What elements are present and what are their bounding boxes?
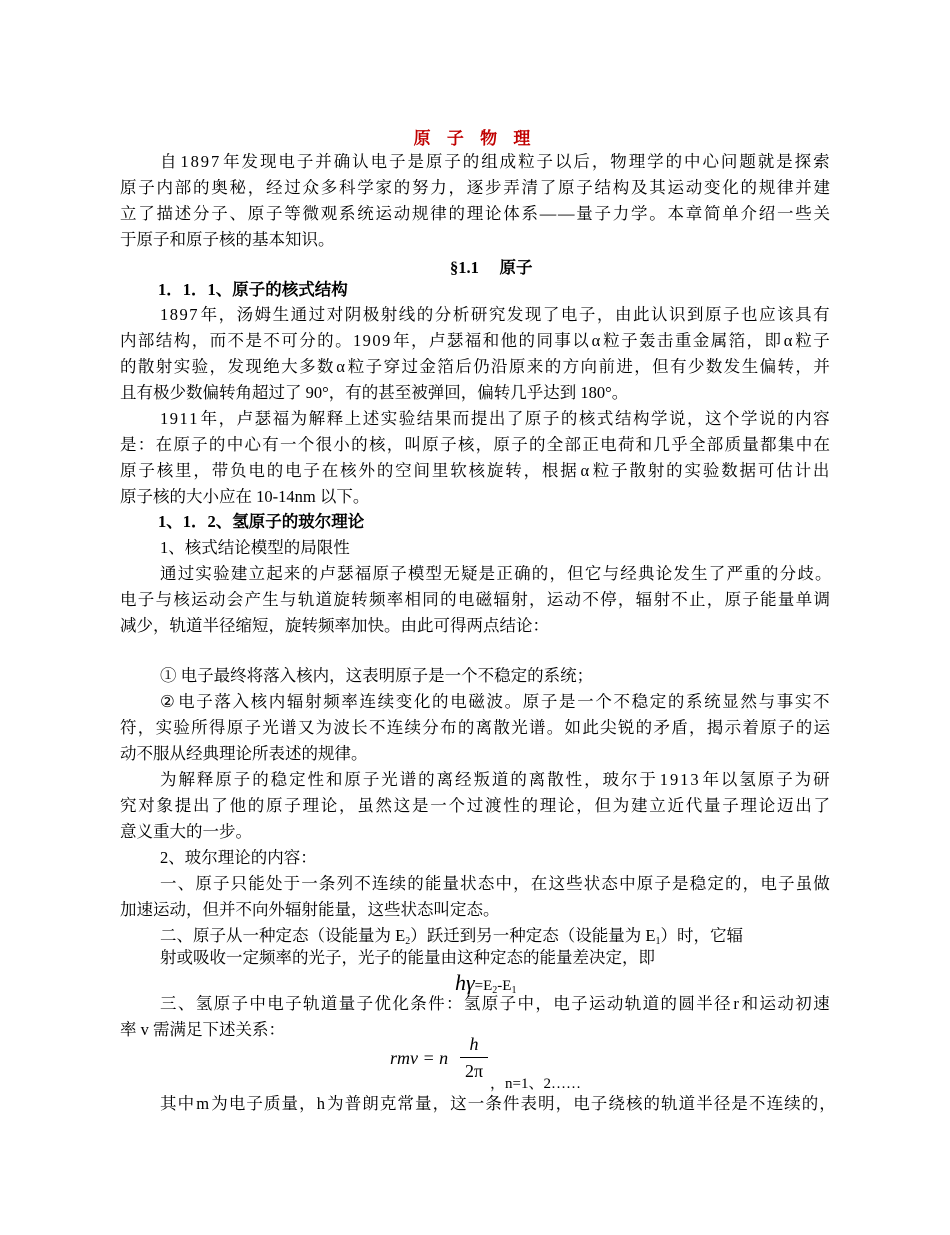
p9-line-1: 其 中 m 为 电 子 质 量 ， h 为 普 朗 克 常 量 ， 这 一 条 件 表 明 ， 电 子 绕 核 的 轨 道 半 径 是 不 连 续 的 ， [160,1094,836,1113]
eq1-sub-2: 1 [511,985,517,996]
p8-line-1: 三 、 氢 原 子 中 电 子 轨 道 量 子 优 化 条 件 ： 氢 原 子 中 ， 电 子 运 动 轨 道 的 圆 半 径 r 和 运 动 初 速 [160,994,830,1013]
eq1-sub-1: 2 [492,985,498,996]
intro-line-4: 于原子和原子核的基本知识。 [120,230,335,249]
p1-line-2: 内 部 结 构 ， 而 不 是 不 可 分 的 。 1 9 0 9 年 ， 卢 瑟 福 和 他 的 同 事 以 α 粒 子 轰 击 重 金 属 箔 ， 即 α 粒 子 [120,331,830,350]
p3-line-1: 通 过 实 验 建 立 起 来 的 卢 瑟 福 原 子 模 型 无 疑 是 正 确 的 ， 但 它 与 经 典 论 发 生 了 严 重 的 分 歧 。 [160,564,832,583]
eq2-fraction [460,1032,488,1083]
p4-line-3: 动不服从经典理论所表述的规律。 [120,744,368,763]
p3-line-3: 减少，轨道半径缩短，旋转频率加快。由此可得两点结论： [120,616,549,635]
subheading-bohr-content: 2、玻尔理论的内容： [160,848,317,867]
intro-line-1: 自 1 8 9 7 年 发 现 电 子 并 确 认 电 子 是 原 子 的 组 成 粒 子 以 后 ， 物 理 学 的 中 心 问 题 就 是 探 索 [160,152,830,171]
p1-line-4: 且有极少数偏转角超过了 90°，有的甚至被弹回，偏转几乎达到 180°。 [120,383,629,402]
p4-line-2: 符 ， 实 验 所 得 原 子 光 谱 又 为 波 长 不 连 续 分 布 的 离 散 光 谱 。 如 此 尖 锐 的 矛 盾 ， 揭 示 着 原 子 的 运 [120,718,830,737]
p2-line-4: 原子核的大小应在 10-14nm 以下。 [120,487,370,506]
p1-line-1: 1 8 9 7 年 ， 汤 姆 生 通 过 对 阴 极 射 线 的 分 析 研 究 发 现 了 电 子 ， 由 此 认 识 到 原 子 也 应 该 具 有 [160,305,830,324]
p6-line-1: 一 、 原 子 只 能 处 于 一 条 列 不 连 续 的 能 量 状 态 中 ， 在 这 些 状 态 中 原 子 是 稳 定 的 ， 电 子 虽 做 [160,874,830,893]
section-heading: §1.1 原子 [450,258,533,277]
equation-photon-energy [455,970,516,996]
eq2-fraction-bar [460,1057,488,1058]
p7-sub-1: 2 [405,936,411,947]
intro-line-3: 立 了 描 述 分 子 、 原 子 等 微 观 系 统 运 动 规 律 的 理 论 体 系 — — 量 子 力 学 。 本 章 简 单 介 绍 一 些 关 [120,204,830,223]
intro-line-2: 原 子 内 部 的 奥 秘 ， 经 过 众 多 科 学 家 的 努 力 ， 逐 步 弄 清 了 原 子 结 构 及 其 运 动 变 化 的 规 律 并 建 [120,178,830,197]
p6-line-2: 加速运动，但并不向外辐射能量，这些状态叫定态。 [120,900,500,919]
p2-line-2: 是 ： 在 原 子 的 中 心 有 一 个 很 小 的 核 ， 叫 原 子 核 ， 原 子 的 全 部 正 电 荷 和 几 乎 全 部 质 量 都 集 中 在 [120,435,830,454]
subsection-heading-2: 1、1．2、氢原子的玻尔理论 [158,512,365,531]
eq2-denominator: 2π [464,1061,484,1081]
p1-line-3: 的 散 射 实 验 ， 发 现 绝 大 多 数 α 粒 子 穿 过 金 箔 后 仍 沿 原 来 的 方 向 前 进 ， 但 有 少 数 发 生 偏 转 ， 并 [120,357,830,376]
eq2-numerator: h [469,1034,479,1054]
p5-line-3: 意义重大的一步。 [120,822,252,841]
eq1-hv: hγ [455,970,475,995]
p7-text-a: 二、原子从一种定态（设能量为 E [160,926,406,945]
conclusion-1: ① 电子最终将落入核内，这表明原子是一个不稳定的系统； [160,666,594,685]
eq2-tail: ，n=1、2…… [490,1076,581,1092]
subsection-heading-1: 1．1．1、原子的核式结构 [158,280,348,299]
subheading-limitation: 1、核式结论模型的局限性 [160,538,350,557]
p2-line-3: 原 子 核 里 ， 带 负 电 的 电 子 在 核 外 的 空 间 里 软 核 旋 转 ， 根 据 α 粒 子 散 射 的 实 验 数 据 可 估 计 出 [120,461,830,480]
p7-sub-2: 1 [655,936,661,947]
eq1-a: =E [474,978,493,994]
p7-line-2: 射或吸收一定频率的光子，光子的能量由这种定态的能量差决定，即 [160,948,655,967]
eq1-b: -E [497,978,512,994]
p3-line-2: 电 子 与 核 运 动 会 产 生 与 轨 道 旋 转 频 率 相 同 的 电 磁 辐 射 ， 运 动 不 停 ， 辐 射 不 止 ， 原 子 能 量 单 调 [120,590,830,609]
p2-line-1: 1 9 1 1 年 ， 卢 瑟 福 为 解 释 上 述 实 验 结 果 而 提 出 了 原 子 的 核 式 结 构 学 说 ， 这 个 学 说 的 内 容 [160,409,830,428]
document-title: 原 子 物 理 [413,129,537,148]
p7-text-b: ）跃迁到另一种定态（设能量为 E [410,926,656,945]
p5-line-1: 为 解 释 原 子 的 稳 定 性 和 原 子 光 谱 的 离 经 叛 道 的 离 散 性 ， 玻 尔 于 1 9 1 3 年 以 氢 原 子 为 研 [160,770,830,789]
p4-line-1: ② 电 子 落 入 核 内 辐 射 频 率 连 续 变 化 的 电 磁 波 。 原 子 是 一 个 不 稳 定 的 系 统 显 然 与 事 实 不 [160,692,830,711]
p5-line-2: 究 对 象 提 出 了 他 的 原 子 理 论 ， 虽 然 这 是 一 个 过 渡 性 的 理 论 ， 但 为 建 立 近 代 量 子 理 论 迈 出 了 [120,796,830,815]
p8-line-2: 率 v 需满足下述关系： [120,1020,285,1039]
p7-text-c: ）时，它辐 [660,926,743,945]
eq2-lhs: rmv = n [390,1048,449,1068]
